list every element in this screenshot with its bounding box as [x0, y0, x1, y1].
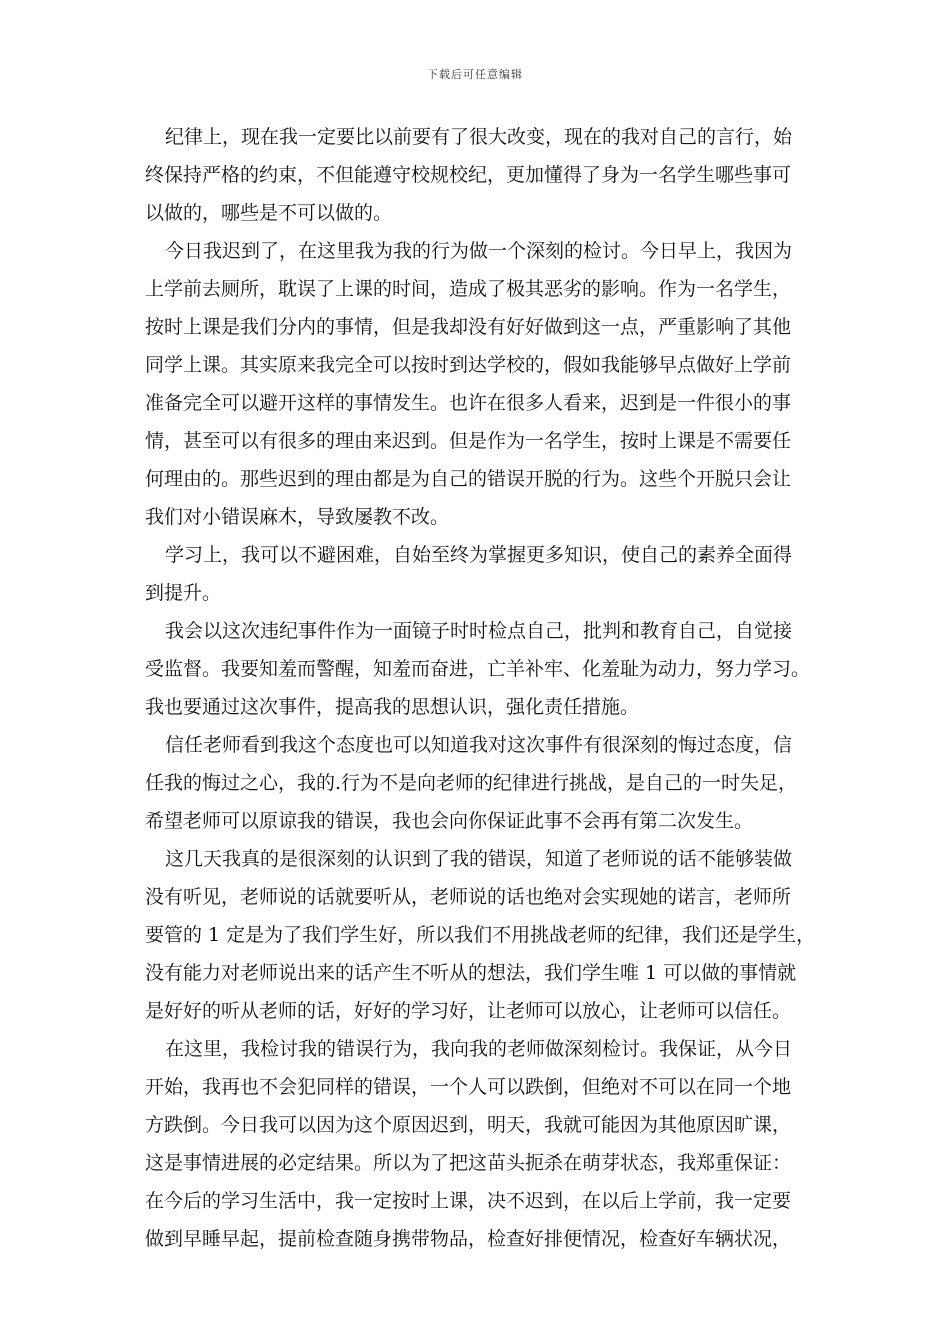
text-line: 信任老师看到我这个态度也可以知道我对这次事件有很深刻的悔过态度，信: [165, 734, 793, 756]
text-line: 情，甚至可以有很多的理由来迟到。但是作为一名学生，按时上课是不需要任: [145, 430, 792, 452]
text-line: 是好好的听从老师的话，好好的学习好，让老师可以放心，让老师可以信任。: [145, 1000, 792, 1022]
text-line: 按时上课是我们分内的事情，但是我却没有好好做到这一点，严重影响了其他: [145, 316, 792, 338]
text-line: 学习上，我可以不避困难，自始至终为掌握更多知识，使自己的素养全面得: [165, 544, 793, 566]
text-line: 这几天我真的是很深刻的认识到了我的错误，知道了老师说的话不能够装做: [165, 848, 793, 870]
text-line: 到提升。: [145, 582, 222, 604]
text-line: 今日我迟到了，在这里我为我的行为做一个深刻的检讨。今日早上，我因为: [165, 240, 793, 262]
text-line: 没有听见，老师说的话就要听从，老师说的话也绝对会实现她的诺言，老师所: [145, 886, 792, 908]
text-line: 上学前去厕所，耽误了上课的时间，造成了极其恶劣的影响。作为一名学生，: [145, 278, 792, 300]
text-line: 纪律上，现在我一定要比以前要有了很大改变，现在的我对自己的言行，始: [165, 126, 793, 148]
text-line: 希望老师可以原谅我的错误，我也会向你保证此事不会再有第二次发生。: [145, 810, 754, 832]
text-line: 在这里，我检讨我的错误行为，我向我的老师做深刻检讨。我保证，从今日: [165, 1038, 793, 1060]
text-line: 我会以这次违纪事件作为一面镜子时时检点自己，批判和教育自己，自觉接: [165, 620, 793, 642]
text-line: 同学上课。其实原来我完全可以按时到达学校的，假如我能够早点做好上学前: [145, 354, 792, 376]
text-line: 受监督。我要知羞而警醒，知羞而奋进，亡羊补牢、化羞耻为动力，努力学习。: [145, 658, 811, 680]
text-line: 这是事情进展的必定结果。所以为了把这苗头扼杀在萌芽状态，我郑重保证：: [145, 1152, 792, 1174]
text-line: 做到早睡早起，提前检查随身携带物品，检查好排便情况，检查好车辆状况，: [145, 1228, 792, 1250]
text-line: 在今后的学习生活中，我一定按时上课，决不迟到，在以后上学前，我一定要: [145, 1190, 792, 1212]
text-line: 我也要通过这次事件，提高我的思想认识，强化责任措施。: [145, 696, 640, 718]
text-line: 准备完全可以避开这样的事情发生。也许在很多人看来，迟到是一件很小的事: [145, 392, 792, 414]
text-line: 我们对小错误麻木，导致屡教不改。: [145, 506, 450, 528]
text-line: 方跌倒。今日我可以因为这个原因迟到，明天，我就可能因为其他原因旷课，: [145, 1114, 792, 1136]
text-line: 任我的悔过之心，我的.行为不是向老师的纪律进行挑战，是自己的一时失足，: [145, 772, 798, 794]
page-header: 下载后可任意编辑: [427, 68, 523, 81]
text-line: 开始，我再也不会犯同样的错误，一个人可以跌倒，但绝对不可以在同一个地: [145, 1076, 792, 1098]
text-line: 何理由的。那些迟到的理由都是为自己的错误开脱的行为。这些个开脱只会让: [145, 468, 792, 490]
text-line: 要管的 1 定是为了我们学生好，所以我们不用挑战老师的纪律，我们还是学生，: [145, 924, 816, 946]
text-line: 没有能力对老师说出来的话产生不听从的想法，我们学生唯 1 可以做的事情就: [145, 962, 797, 984]
text-line: 终保持严格的约束，不但能遵守校规校纪，更加懂得了身为一名学生哪些事可: [145, 164, 792, 186]
text-line: 以做的，哪些是不可以做的。: [145, 202, 393, 224]
